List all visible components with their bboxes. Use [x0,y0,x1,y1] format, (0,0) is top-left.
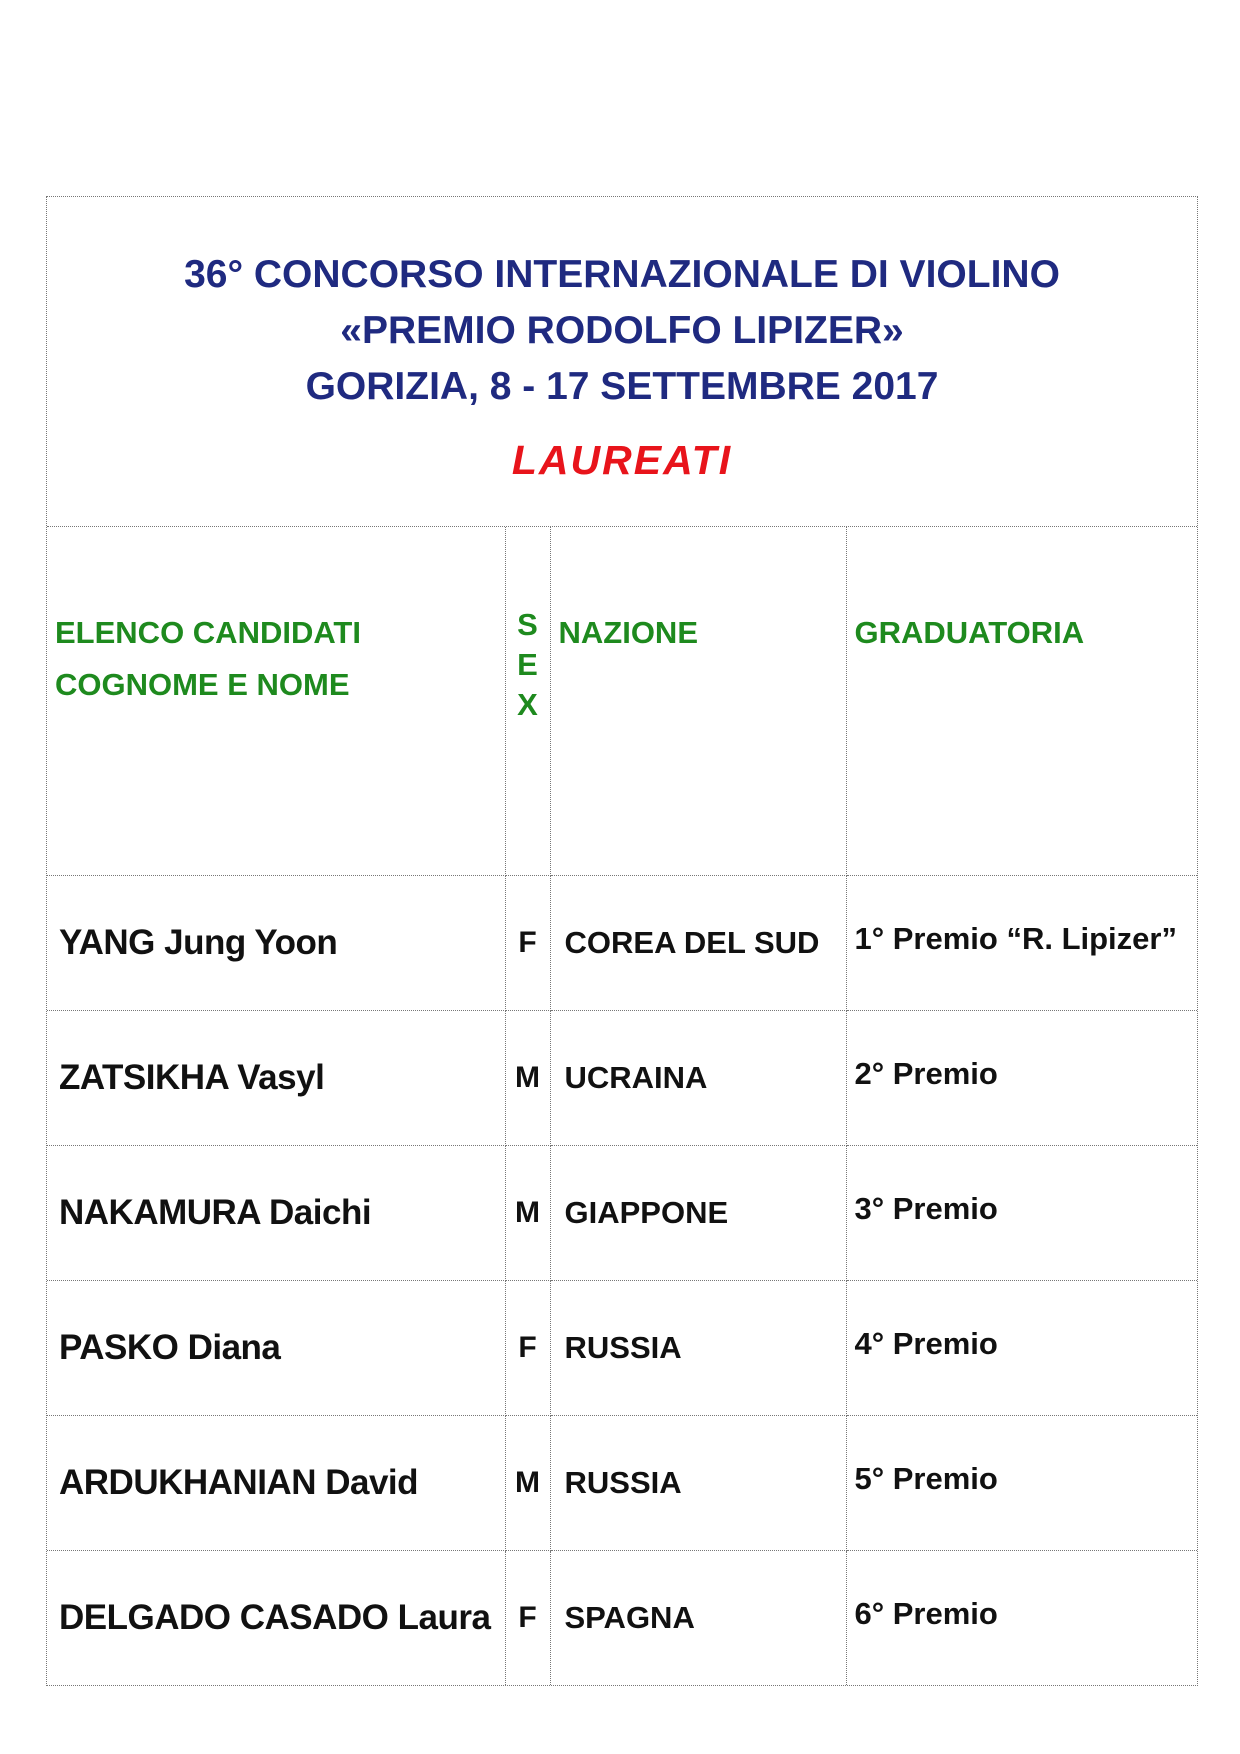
cell-nation: RUSSIA [550,1281,846,1416]
column-header-sex-letter: X [517,687,538,722]
cell-ranking: 3° Premio [846,1146,1197,1281]
table-header-row [47,527,1197,876]
column-header-ranking: GRADUATORIA [846,527,1197,876]
column-header-sex-letter: S [517,607,538,642]
results-table [47,527,1197,1685]
table-row [47,1416,1197,1551]
column-header-name [47,527,505,876]
table-row [47,1281,1197,1416]
cell-ranking: 5° Premio [846,1416,1197,1551]
cell-ranking: 6° Premio [854,1596,998,1631]
cell-sex: F [505,1551,550,1686]
title-line-2: «PREMIO RODOLFO LIPIZER» [340,309,904,352]
cell-nation: COREA DEL SUD [550,876,846,1011]
cell-nation: SPAGNA [550,1551,846,1686]
table-row [47,876,1197,1011]
cell-name: DELGADO CASADO Laura [47,1551,505,1686]
cell-sex: F [505,876,550,1011]
cell-nation: RUSSIA [550,1416,846,1551]
cell-ranking: 1° Premio “R. Lipizer” [846,876,1197,1011]
column-header-sex [505,527,550,876]
results-sheet [46,196,1198,1686]
column-header-sex-letter: E [517,647,538,682]
cell-sex: M [505,1146,550,1281]
column-header-name-line2: COGNOME E NOME [55,667,350,702]
title-line-3: GORIZIA, 8 - 17 SETTEMBRE 2017 [305,365,939,408]
column-header-name-line1: ELENCO CANDIDATI [55,615,361,650]
cell-name: ARDUKHANIAN David [47,1416,505,1551]
cell-sex: M [505,1011,550,1146]
header-box [47,197,1197,527]
table-row [47,1551,1197,1686]
cell-name: ZATSIKHA Vasyl [47,1011,505,1146]
cell-name: YANG Jung Yoon [47,876,505,1011]
cell-sex: F [505,1281,550,1416]
cell-nation: GIAPPONE [550,1146,846,1281]
cell-name: NAKAMURA Daichi [47,1146,505,1281]
column-header-nation: NAZIONE [550,527,846,876]
cell-ranking: 2° Premio [846,1011,1197,1146]
table-row [47,1011,1197,1146]
cell-name: PASKO Diana [47,1281,505,1416]
subtitle: LAUREATI [511,437,733,483]
cell-nation: UCRAINA [550,1011,846,1146]
table-row [47,1146,1197,1281]
cell-sex: M [505,1416,550,1551]
cell-ranking: 4° Premio [846,1281,1197,1416]
title-line-1: 36° CONCORSO INTERNAZIONALE DI VIOLINO [184,253,1060,296]
